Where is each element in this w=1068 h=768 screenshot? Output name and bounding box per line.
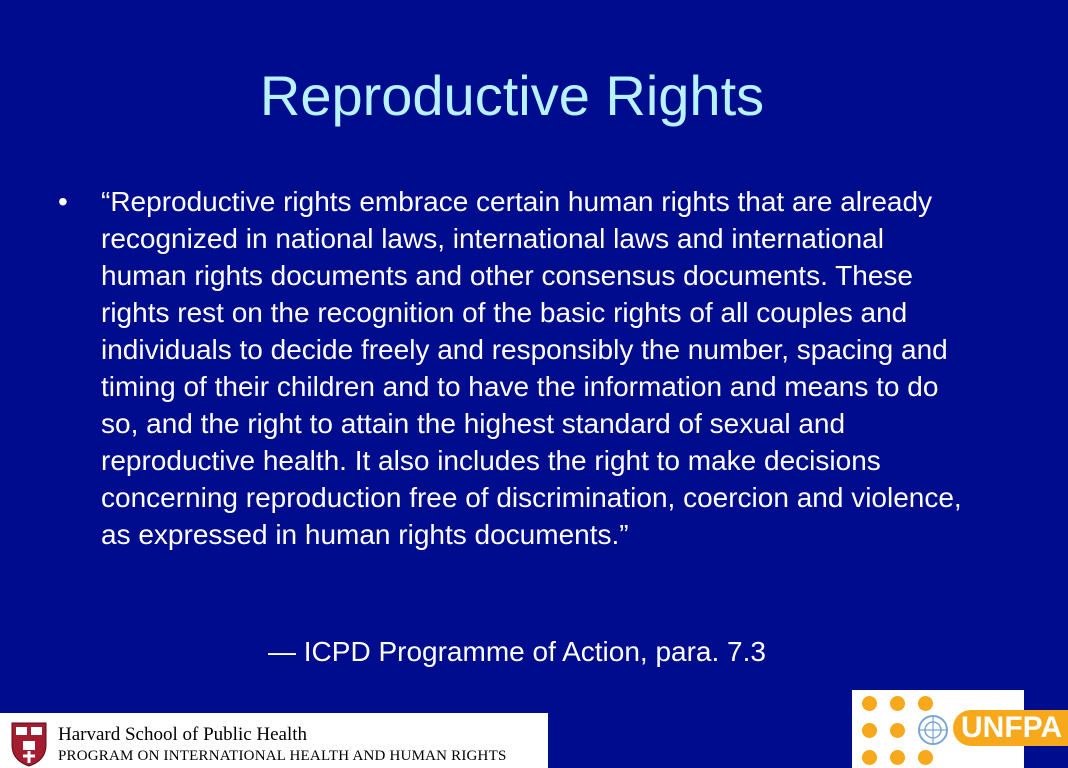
- bullet-symbol: •: [58, 186, 68, 217]
- un-emblem-icon: [917, 714, 949, 746]
- logo-dot: [890, 723, 905, 738]
- harvard-school-name: Harvard School of Public Health: [58, 724, 308, 745]
- logo-dot: [862, 750, 877, 765]
- harvard-program-name: PROGRAM ON INTERNATIONAL HEALTH AND HUMAN RIGHTS: [58, 748, 507, 764]
- logo-dot: [890, 750, 905, 765]
- logo-dot: [862, 696, 877, 711]
- logo-dot: [918, 696, 933, 711]
- slide-title: Reproductive Rights: [259, 64, 765, 127]
- harvard-shield-icon: [10, 721, 48, 767]
- quote-text: “Reproductive rights embrace certain human rights that are already recognized in national laws, international laws and international human rights documents and other consensus documents. These rights rest on the recognition of the basic rights of all couples and individuals to decide freely and responsibly the number, spacing and timing of their children and to have the information and means to do so, and the right to attain the highest standard of sexual and reproductive health. It also includes the right to make decisions concerning reproduction free of discrimination, coercion and violence, as expressed in human rights documents.”: [101, 186, 962, 550]
- harvard-footer-logo: [0, 713, 548, 768]
- logo-dot: [890, 696, 905, 711]
- unfpa-wordmark: UNFPA: [953, 710, 1068, 746]
- unfpa-logo: [852, 690, 1063, 768]
- logo-dot: [918, 750, 933, 765]
- logo-dot: [862, 723, 877, 738]
- quote-attribution: — ICPD Programme of Action, para. 7.3: [268, 636, 766, 667]
